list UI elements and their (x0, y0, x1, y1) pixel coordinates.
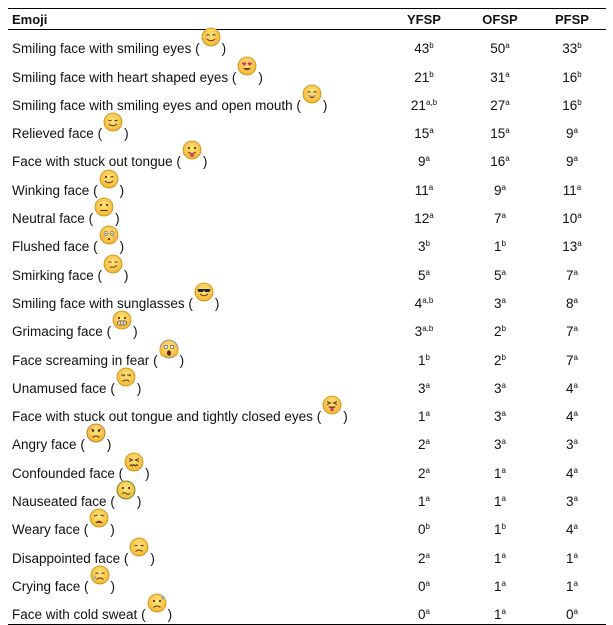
pfsp-superscript: b (577, 97, 582, 107)
pfsp-superscript: a (573, 126, 578, 136)
ofsp-value: 3 (494, 437, 502, 453)
ofsp-value: 1 (494, 578, 502, 594)
flushed-emoji-icon (99, 225, 119, 245)
emoji-name: Relieved face (12, 126, 94, 142)
ofsp-superscript: b (501, 522, 506, 532)
emoji-name-cell: Face screaming in fear ( ) (8, 341, 386, 369)
yfsp-superscript: a (428, 182, 434, 192)
pfsp-value: 33 (562, 41, 578, 57)
emoji-name-cell: Nauseated face ( ) (8, 483, 386, 511)
ofsp-value-cell (462, 370, 538, 398)
relieved-emoji-icon (103, 112, 123, 132)
yfsp-value: 1 (418, 409, 426, 425)
yfsp-superscript: a (425, 494, 430, 504)
pfsp-value: 4 (566, 522, 574, 538)
table-row (8, 398, 606, 426)
sunglasses-emoji-icon (194, 282, 214, 302)
yfsp-value: 2 (418, 550, 426, 566)
tongue-emoji-icon (182, 140, 202, 160)
emoji-name-cell: Confounded face ( ) (8, 454, 386, 482)
emoji-name-cell: Grimacing face ( ) (8, 313, 386, 341)
pfsp-superscript: a (573, 380, 578, 390)
ofsp-value: 3 (494, 380, 502, 396)
emoji-name: Grimacing face (12, 324, 103, 340)
pfsp-superscript: a (573, 550, 578, 560)
pfsp-value-cell (538, 171, 606, 199)
pfsp-value-cell (538, 539, 606, 567)
yfsp-superscript: a (425, 380, 430, 390)
emoji-name: Disappointed face (12, 550, 121, 566)
yfsp-value: 11 (414, 182, 429, 198)
pfsp-value: 1 (566, 550, 574, 566)
table-row (8, 454, 606, 482)
table-row (8, 341, 606, 369)
pfsp-value: 9 (566, 126, 574, 142)
table-row (8, 285, 606, 313)
pfsp-superscript: a (573, 267, 578, 277)
table-row (8, 200, 606, 228)
pfsp-value: 13 (562, 239, 578, 255)
yfsp-value-cell (386, 30, 462, 59)
pfsp-value-cell (538, 30, 606, 59)
header-ofsp: OFSP (462, 9, 538, 30)
ofsp-value: 1 (494, 522, 502, 538)
pfsp-superscript: b (577, 69, 582, 79)
yfsp-value: 3 (418, 380, 426, 396)
yfsp-superscript: b (425, 522, 430, 532)
ofsp-value-cell (462, 200, 538, 228)
ofsp-superscript: a (501, 550, 506, 560)
unamused-emoji-icon (116, 367, 136, 387)
yfsp-superscript: b (425, 352, 430, 362)
pfsp-value: 0 (566, 607, 574, 623)
yfsp-value-cell (386, 341, 462, 369)
pfsp-value-cell (538, 87, 606, 115)
ofsp-superscript: a (501, 182, 506, 192)
emoji-name: Smiling face with smiling eyes (12, 41, 192, 57)
pfsp-value: 9 (566, 154, 574, 170)
emoji-name-cell: Smiling face with heart shaped eyes ( ) (8, 58, 386, 86)
emoji-name: Angry face (12, 437, 77, 453)
ofsp-value: 3 (494, 295, 502, 311)
emoji-name-cell: Face with stuck out tongue and tightly closed eyes ( ) (8, 398, 386, 426)
yfsp-value-cell (386, 200, 462, 228)
pfsp-superscript: b (577, 41, 582, 51)
yfsp-superscript: a,b (422, 324, 434, 334)
ofsp-value-cell (462, 483, 538, 511)
yfsp-superscript: a,b (425, 97, 438, 107)
yfsp-superscript: a (429, 211, 434, 221)
emoji-name-cell: Smiling face with sunglasses ( ) (8, 285, 386, 313)
crying-emoji-icon (90, 565, 110, 585)
ofsp-superscript: a (501, 465, 506, 475)
pfsp-superscript: a (573, 324, 578, 334)
yfsp-value-cell (386, 256, 462, 284)
scream-emoji-icon (159, 339, 179, 359)
pfsp-value-cell (538, 313, 606, 341)
table-row (8, 228, 606, 256)
pfsp-value-cell (538, 426, 606, 454)
emoji-name: Nauseated face (12, 494, 107, 510)
ofsp-superscript: a (505, 126, 510, 136)
ofsp-value-cell (462, 58, 538, 86)
ofsp-value: 27 (490, 97, 506, 113)
ofsp-value-cell (462, 511, 538, 539)
ofsp-superscript: a (505, 154, 510, 164)
pfsp-value: 8 (566, 295, 574, 311)
ofsp-value: 5 (494, 267, 502, 283)
table-row (8, 539, 606, 567)
ofsp-superscript: a (501, 267, 506, 277)
table-row (8, 143, 606, 171)
yfsp-value: 15 (414, 126, 430, 142)
pfsp-superscript: a (573, 154, 578, 164)
emoji-name: Crying face (12, 578, 81, 594)
yfsp-value-cell (386, 143, 462, 171)
pfsp-superscript: a (573, 494, 578, 504)
ofsp-value: 1 (494, 550, 502, 566)
pfsp-value: 16 (562, 97, 578, 113)
cold-sweat-emoji-icon (147, 593, 167, 613)
pfsp-superscript: a (573, 607, 578, 617)
pfsp-value-cell (538, 511, 606, 539)
yfsp-value: 0 (418, 607, 426, 623)
yfsp-value: 0 (418, 522, 426, 538)
yfsp-superscript: a (425, 607, 430, 617)
pfsp-value: 4 (566, 465, 574, 481)
ofsp-value-cell (462, 341, 538, 369)
emoji-name: Weary face (12, 522, 81, 538)
yfsp-value: 2 (418, 465, 426, 481)
yfsp-value-cell (386, 228, 462, 256)
emoji-name: Face with stuck out tongue and tightly closed eyes (12, 409, 313, 425)
yfsp-superscript: a (425, 578, 430, 588)
ofsp-superscript: a (501, 380, 506, 390)
header-emoji: Emoji (8, 9, 386, 30)
yfsp-value: 43 (414, 41, 430, 57)
yfsp-value-cell (386, 539, 462, 567)
ofsp-superscript: a (501, 295, 506, 305)
ofsp-superscript: a (501, 437, 506, 447)
ofsp-superscript: a (505, 97, 510, 107)
emoji-name-cell: Face with stuck out tongue ( ) (8, 143, 386, 171)
yfsp-value: 21 (410, 97, 426, 113)
yfsp-value: 4 (414, 295, 423, 311)
pfsp-value-cell (538, 370, 606, 398)
ofsp-superscript: b (501, 239, 506, 249)
yfsp-value-cell (386, 398, 462, 426)
ofsp-value: 31 (490, 69, 506, 85)
yfsp-value-cell (386, 426, 462, 454)
emoji-name: Confounded face (12, 465, 115, 481)
yfsp-superscript: a (429, 126, 434, 136)
table-row (8, 313, 606, 341)
pfsp-superscript: a (576, 182, 582, 192)
yfsp-value: 5 (418, 267, 426, 283)
pfsp-value-cell (538, 115, 606, 143)
pfsp-value: 4 (566, 409, 574, 425)
yfsp-value-cell (386, 596, 462, 625)
yfsp-value-cell (386, 87, 462, 115)
yfsp-value-cell (386, 454, 462, 482)
ofsp-superscript: a (501, 607, 506, 617)
emoji-name: Face with cold sweat (12, 607, 138, 623)
pfsp-value: 7 (566, 324, 574, 340)
pfsp-value-cell (538, 58, 606, 86)
pfsp-value: 3 (566, 437, 574, 453)
ofsp-superscript: a (501, 578, 506, 588)
weary-emoji-icon (89, 508, 109, 528)
pfsp-value-cell (538, 228, 606, 256)
pfsp-value-cell (538, 454, 606, 482)
ofsp-value-cell (462, 143, 538, 171)
emoji-name: Face with stuck out tongue (12, 154, 173, 170)
pfsp-superscript: a (573, 465, 578, 475)
yfsp-value: 2 (418, 437, 426, 453)
table-row (8, 568, 606, 596)
pfsp-value-cell (538, 256, 606, 284)
ofsp-value: 2 (494, 352, 502, 368)
header-pfsp: PFSP (538, 9, 606, 30)
pfsp-value-cell (538, 398, 606, 426)
yfsp-superscript: b (425, 239, 430, 249)
pfsp-value-cell (538, 143, 606, 171)
pfsp-superscript: a (577, 211, 582, 221)
emoji-name-cell: Face with cold sweat ( ) (8, 596, 386, 625)
yfsp-value-cell (386, 115, 462, 143)
ofsp-value: 3 (494, 409, 502, 425)
squint-tongue-emoji-icon (322, 395, 342, 415)
emoji-name-cell: Neutral face ( ) (8, 200, 386, 228)
neutral-emoji-icon (94, 197, 114, 217)
pfsp-superscript: a (573, 437, 578, 447)
wink-emoji-icon (99, 169, 119, 189)
emoji-name-cell: Disappointed face ( ) (8, 539, 386, 567)
emoji-name-cell: Weary face ( ) (8, 511, 386, 539)
emoji-name-cell: Smirking face ( ) (8, 256, 386, 284)
table-row (8, 256, 606, 284)
yfsp-value-cell (386, 511, 462, 539)
yfsp-superscript: b (429, 41, 434, 51)
table-row (8, 426, 606, 454)
emoji-name: Smiling face with sunglasses (12, 295, 185, 311)
ofsp-value: 50 (490, 41, 506, 57)
emoji-name: Smiling face with heart shaped eyes (12, 69, 229, 85)
table-header-row (8, 9, 606, 30)
pfsp-value-cell (538, 341, 606, 369)
emoji-name: Unamused face (12, 380, 107, 396)
emoji-name: Smirking face (12, 267, 94, 283)
yfsp-value-cell (386, 313, 462, 341)
emoji-name-cell: Angry face ( ) (8, 426, 386, 454)
pfsp-value-cell (538, 483, 606, 511)
ofsp-value: 2 (494, 324, 502, 340)
emoji-name-cell: Flushed face ( ) (8, 228, 386, 256)
pfsp-value: 11 (562, 182, 577, 198)
ofsp-value-cell (462, 568, 538, 596)
ofsp-value-cell (462, 115, 538, 143)
nauseated-emoji-icon (116, 480, 136, 500)
pfsp-value: 3 (566, 494, 574, 510)
table-row (8, 58, 606, 86)
pfsp-value: 7 (566, 267, 574, 283)
ofsp-value: 1 (494, 465, 502, 481)
ofsp-value-cell (462, 454, 538, 482)
smiling-eyes-emoji-icon (201, 27, 221, 47)
grimace-emoji-icon (112, 310, 132, 330)
pfsp-superscript: a (573, 295, 578, 305)
yfsp-superscript: a,b (422, 295, 434, 305)
confounded-emoji-icon (124, 452, 144, 472)
emoji-name: Smiling face with smiling eyes and open mouth (12, 97, 293, 113)
yfsp-value: 3 (414, 324, 423, 340)
yfsp-value-cell (386, 285, 462, 313)
emoji-name-cell: Unamused face ( ) (8, 370, 386, 398)
pfsp-value: 4 (566, 380, 574, 396)
yfsp-superscript: a (425, 437, 430, 447)
ofsp-value: 1 (494, 607, 502, 623)
grin-emoji-icon (302, 84, 322, 104)
heart-eyes-emoji-icon (237, 56, 257, 76)
yfsp-value-cell (386, 370, 462, 398)
emoji-name: Winking face (12, 182, 90, 198)
ofsp-value-cell (462, 30, 538, 59)
yfsp-value: 1 (418, 494, 426, 510)
yfsp-value-cell (386, 171, 462, 199)
yfsp-superscript: a (425, 550, 430, 560)
yfsp-value: 0 (418, 578, 426, 594)
yfsp-value: 9 (418, 154, 426, 170)
pfsp-value-cell (538, 285, 606, 313)
emoji-name: Face screaming in fear (12, 352, 150, 368)
ofsp-superscript: a (501, 409, 506, 419)
yfsp-value: 21 (414, 69, 430, 85)
ofsp-value-cell (462, 539, 538, 567)
pfsp-value: 7 (566, 352, 574, 368)
ofsp-superscript: a (501, 494, 506, 504)
yfsp-superscript: a (425, 465, 430, 475)
ofsp-value: 7 (494, 211, 502, 227)
pfsp-superscript: a (573, 352, 578, 362)
yfsp-superscript: a (425, 409, 430, 419)
ofsp-value-cell (462, 171, 538, 199)
yfsp-superscript: a (425, 267, 430, 277)
ofsp-value: 1 (494, 494, 502, 510)
emoji-name-cell: Smiling face with smiling eyes and open mouth ( ) (8, 87, 386, 115)
pfsp-value-cell (538, 200, 606, 228)
ofsp-superscript: b (501, 324, 506, 334)
emoji-name-cell: Winking face ( ) (8, 171, 386, 199)
yfsp-value-cell (386, 483, 462, 511)
angry-emoji-icon (86, 423, 106, 443)
ofsp-superscript: b (501, 352, 506, 362)
ofsp-value-cell (462, 285, 538, 313)
disappointed-emoji-icon (129, 537, 149, 557)
emoji-name-cell: Smiling face with smiling eyes ( ) (8, 30, 386, 59)
ofsp-value-cell (462, 256, 538, 284)
ofsp-value-cell (462, 228, 538, 256)
table-row (8, 87, 606, 115)
table-row (8, 511, 606, 539)
smirk-emoji-icon (103, 254, 123, 274)
table-row (8, 171, 606, 199)
emoji-frequency-table (8, 8, 606, 625)
yfsp-superscript: a (425, 154, 430, 164)
yfsp-value-cell (386, 568, 462, 596)
table-row (8, 483, 606, 511)
emoji-name-cell: Crying face ( ) (8, 568, 386, 596)
yfsp-value: 3 (418, 239, 426, 255)
table-row (8, 370, 606, 398)
pfsp-value: 10 (562, 211, 578, 227)
ofsp-value-cell (462, 87, 538, 115)
table-row (8, 30, 606, 59)
ofsp-superscript: a (505, 41, 510, 51)
header-yfsp: YFSP (386, 9, 462, 30)
pfsp-value-cell (538, 596, 606, 625)
ofsp-value-cell (462, 426, 538, 454)
emoji-table-container (8, 8, 606, 625)
ofsp-value-cell (462, 398, 538, 426)
ofsp-value: 1 (494, 239, 502, 255)
yfsp-value-cell (386, 58, 462, 86)
emoji-name: Neutral face (12, 211, 85, 227)
pfsp-superscript: a (573, 409, 578, 419)
ofsp-value: 15 (490, 126, 506, 142)
pfsp-value-cell (538, 568, 606, 596)
ofsp-superscript: a (505, 69, 510, 79)
pfsp-superscript: a (573, 522, 578, 532)
emoji-name-cell: Relieved face ( ) (8, 115, 386, 143)
pfsp-superscript: a (577, 239, 582, 249)
yfsp-value: 12 (414, 211, 430, 227)
pfsp-value: 1 (566, 578, 574, 594)
yfsp-value: 1 (418, 352, 426, 368)
table-row (8, 115, 606, 143)
ofsp-superscript: a (501, 211, 506, 221)
ofsp-value: 9 (494, 182, 502, 198)
yfsp-superscript: b (429, 69, 434, 79)
pfsp-superscript: a (573, 578, 578, 588)
ofsp-value-cell (462, 596, 538, 625)
ofsp-value: 16 (490, 154, 506, 170)
ofsp-value-cell (462, 313, 538, 341)
pfsp-value: 16 (562, 69, 578, 85)
table-row (8, 596, 606, 625)
emoji-name: Flushed face (12, 239, 90, 255)
